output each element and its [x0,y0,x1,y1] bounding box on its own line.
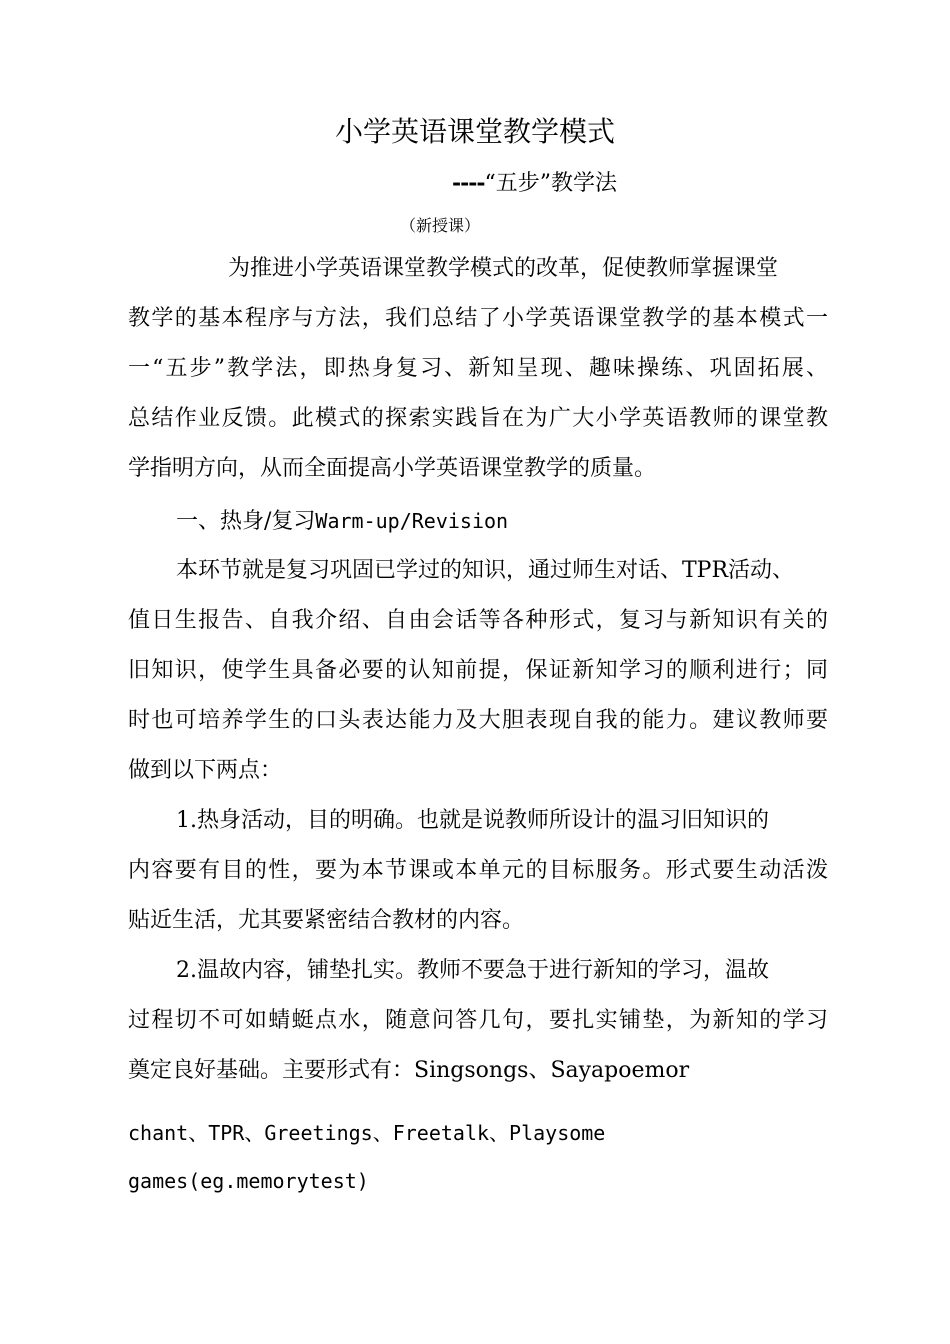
document-title: 小学英语课堂教学模式 [334,115,615,148]
point2-line: 2.温故内容，铺垫扎实。教师不要急于进行新知的学习，温故 [176,958,769,983]
section1-line: 做到以下两点： [128,758,283,783]
point2-line: 奠定良好基础。主要形式有：Singsongs、Sayapoemor [128,1058,690,1083]
intro-line: 总结作业反馈。此模式的探索实践旨在为广大小学英语教师的课堂教 [128,406,828,431]
lesson-type-note: （新授课） [400,216,481,235]
point1-line: 1.热身活动，目的明确。也就是说教师所设计的温习旧知识的 [176,808,769,833]
intro-line: 为推进小学英语课堂教学模式的改革，促使教师掌握课堂 [228,256,779,281]
subtitle-dash: ---- [452,170,485,196]
section1-heading-cn: 一、热身/复习 [176,509,316,534]
intro-line: 一“五步”教学法，即热身复习、新知呈现、趣味操练、巩固拓展、 [128,356,828,381]
point2-line: games(eg.memorytest) [128,1169,369,1193]
section1-heading [176,508,876,535]
section1-line: 旧知识，使学生具备必要的认知前提，保证新知学习的顺利进行；同 [128,658,828,683]
section1-line: 时也可培养学生的口头表达能力及大胆表现自我的能力。建议教师要 [128,708,828,733]
intro-line: 学指明方向，从而全面提高小学英语课堂教学的质量。 [128,456,657,481]
point2-line: 过程切不可如蜻蜓点水，随意问答几句，要扎实铺垫，为新知的学习 [128,1008,828,1033]
section1-heading-en: Warm-up/Revision [315,509,509,533]
point1-line: 贴近生活，尤其要紧密结合教材的内容。 [128,908,525,933]
point1-line: 内容要有目的性，要为本节课或本单元的目标服务。形式要生动活泼 [128,858,828,883]
document-subtitle [452,170,617,197]
section1-line: 本环节就是复习巩固已学过的知识，通过师生对话、TPR活动、 [176,558,795,583]
intro-line: 教学的基本程序与方法，我们总结了小学英语课堂教学的基本模式一 [128,306,828,331]
section1-line: 值日生报告、自我介绍、自由会话等各种形式，复习与新知识有关的 [128,608,828,633]
subtitle-text: “五步”教学法 [484,171,618,196]
point2-line: chant、TPR、Greetings、Freetalk、Playsome [128,1121,606,1145]
